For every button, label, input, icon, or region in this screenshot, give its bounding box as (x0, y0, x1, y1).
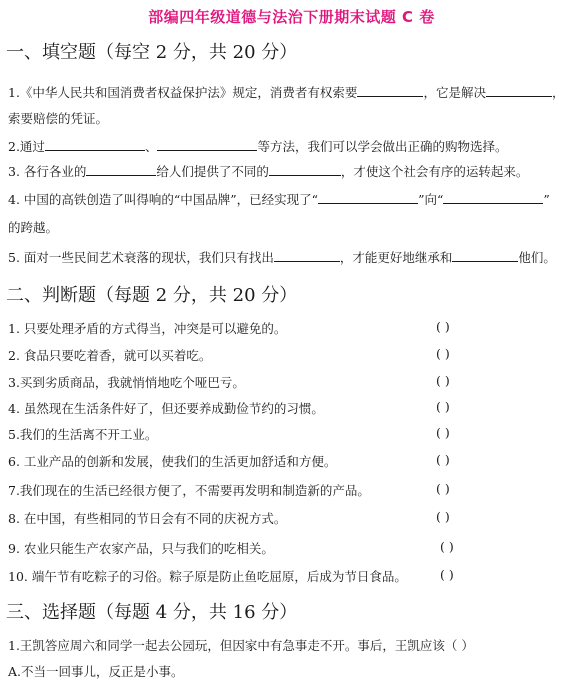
answer-blank[interactable] (452, 248, 518, 262)
question-tf-1: 1. 只要处理矛盾的方式得当，冲突是可以避免的。 (8, 321, 287, 336)
question-text: 索要赔偿的凭证。 (8, 111, 109, 126)
question-text: 给人们提供了不同的 (156, 164, 269, 179)
answer-paren[interactable]: ( ) (436, 425, 450, 440)
question-text: 他们。 (518, 250, 556, 265)
question-tf-4: 4. 虽然现在生活条件好了，但还要养成勤俭节约的习惯。 (8, 401, 324, 416)
question-text: 等方法，我们可以学会做出正确的购物选择。 (257, 139, 508, 154)
question-fill-2 (8, 137, 507, 155)
answer-paren[interactable]: ( ) (440, 567, 454, 582)
answer-paren[interactable]: ( ) (436, 452, 450, 467)
answer-blank[interactable] (318, 190, 418, 204)
question-tf-8: 8. 在中国，有些相同的节日会有不同的庆祝方式。 (8, 511, 287, 526)
question-tf-10: 10. 端午节有吃粽子的习俗。粽子原是防止鱼吃屈原，后成为节日食品。 (8, 569, 407, 584)
answer-paren[interactable]: ( ) (436, 509, 450, 524)
question-fill-1-cont (8, 109, 108, 127)
question-text: 的跨越。 (8, 220, 59, 235)
question-text: ，才使这个社会有序的运转起来。 (340, 164, 529, 179)
answer-blank[interactable] (157, 137, 257, 151)
question-tf-2: 2. 食品只要吃着香，就可以买着吃。 (8, 348, 212, 363)
question-text: 3. 各行各业的 (8, 164, 87, 179)
answer-paren[interactable]: ( ) (436, 481, 450, 496)
question-tf-6: 6. 工业产品的创新和发展，使我们的生活更加舒适和方便。 (8, 454, 337, 469)
question-fill-5 (8, 248, 556, 266)
question-fill-4 (8, 190, 550, 208)
answer-blank[interactable] (269, 162, 341, 176)
question-choice-1: 1.王凯答应周六和同学一起去公园玩，但因家中有急事走不开。事后，王凯应该（ ） (8, 638, 474, 653)
question-fill-3 (8, 162, 528, 180)
question-text: ” (543, 192, 550, 207)
section-heading-true-false: 二、判断题（每题 2 分，共 20 分） (6, 285, 298, 306)
answer-blank[interactable] (443, 190, 543, 204)
section-heading-fill-blank: 一、填空题（每空 2 分，共 20 分） (6, 42, 298, 63)
question-text: 5. 面对一些民间艺术衰落的现状，我们只有找出 (8, 250, 274, 265)
answer-paren[interactable]: ( ) (440, 539, 454, 554)
answer-blank[interactable] (45, 137, 145, 151)
question-text: 4. 中国的高铁创造了叫得响的“中国品牌”，已经实现了“ (8, 192, 319, 207)
question-tf-7: 7.我们现在的生活已经很方便了，不需要再发明和制造新的产品。 (8, 483, 370, 498)
question-tf-5: 5.我们的生活离不开工业。 (8, 427, 158, 442)
answer-blank[interactable] (274, 248, 340, 262)
question-text: 、 (144, 139, 158, 154)
choice-option-a[interactable]: A.不当一回事儿，反正是小事。 (8, 664, 184, 679)
answer-paren[interactable]: ( ) (436, 319, 450, 334)
answer-blank[interactable] (357, 83, 423, 97)
question-text: 1.《中华人民共和国消费者权益保护法》规定，消费者有权索要 (8, 85, 358, 100)
answer-blank[interactable] (486, 83, 552, 97)
question-fill-4-cont (8, 218, 58, 236)
page-title: 部编四年级道德与法治下册期末试题 C 卷 (148, 8, 435, 26)
answer-blank[interactable] (86, 162, 156, 176)
answer-paren[interactable]: ( ) (436, 346, 450, 361)
question-text: ，它是解决 (423, 85, 486, 100)
answer-paren[interactable]: ( ) (436, 399, 450, 414)
question-tf-9: 9. 农业只能生产农家产品，只与我们的吃相关。 (8, 541, 274, 556)
question-tf-3: 3.买到劣质商品，我就悄悄地吃个哑巴亏。 (8, 375, 245, 390)
question-fill-1: 1.《中华人民共和国消费者权益保护法》规定，消费者有权索要 ，它是解决 ， (8, 85, 565, 100)
question-text: ，才能更好地继承和 (339, 250, 453, 265)
answer-paren[interactable]: ( ) (436, 373, 450, 388)
question-text: 2.通过 (8, 139, 45, 154)
section-heading-choice: 三、选择题（每题 4 分，共 16 分） (6, 602, 298, 623)
question-text: ”向“ (418, 192, 444, 207)
